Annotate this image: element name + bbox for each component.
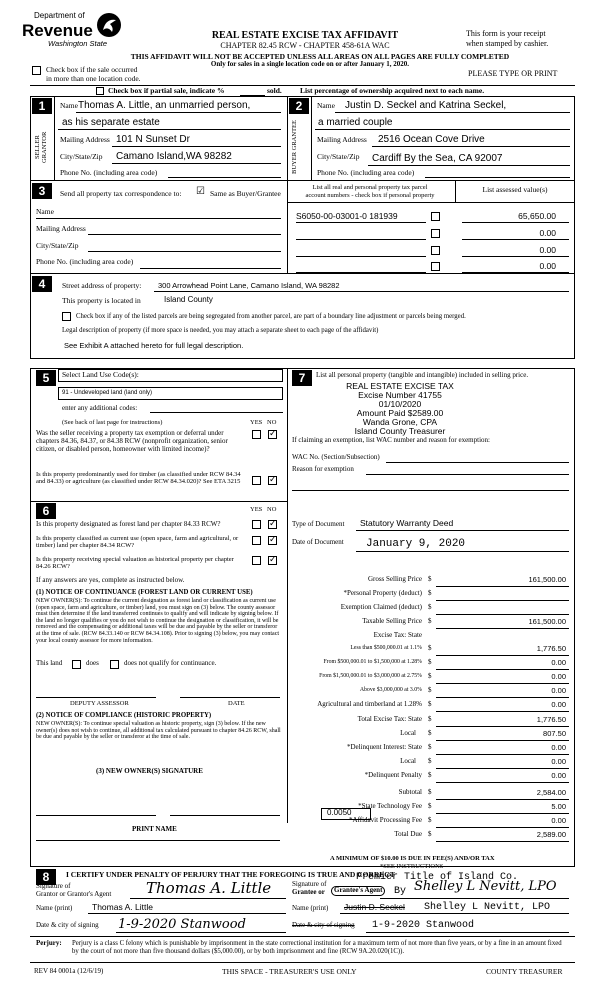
assessed-header: List assessed value(s)	[482, 185, 548, 194]
buyer-city-label: City/State/Zip	[317, 152, 360, 161]
stamp-line-1: REAL ESTATE EXCISE TAX	[346, 381, 454, 391]
multi-location-label-1: Check box if the sale occurred	[46, 65, 138, 74]
s6-q3-no[interactable]: ✓	[269, 555, 277, 565]
s3-name-label: Name	[36, 207, 54, 216]
date-doc-label: Date of Document	[292, 538, 344, 546]
s5-q2: Is this property predominantly used for timber (as classified under RCW 84.34 and 84.33) or agriculture (as classified under RCW 84.34.020)? See ETA 3215	[36, 471, 241, 486]
s3-city-label: City/State/Zip	[36, 241, 79, 250]
segregate-checkbox[interactable]	[62, 312, 71, 321]
buyer-phone-label: Phone No. (including area code)	[317, 168, 415, 177]
dollar-sign: $	[428, 830, 432, 838]
buyer-addr[interactable]: 2516 Ocean Cove Drive	[378, 134, 485, 145]
stamp-line-5: Wanda Grone, CPA	[362, 416, 438, 427]
s5-q2-no[interactable]: ✓	[269, 475, 277, 485]
tax-value[interactable]: 161,500.00	[528, 575, 566, 584]
grantee-date-city[interactable]: 1-9-2020 Stanwood	[372, 920, 475, 931]
type-doc-label: Type of Document	[292, 520, 345, 528]
treasurer-space: THIS SPACE - TREASURER'S USE ONLY	[222, 967, 357, 976]
tax-value[interactable]: 807.50	[543, 729, 566, 738]
stamp-line-6: Island County Treasurer	[354, 425, 446, 436]
min-note: A MINIMUM OF $10.00 IS DUE IN FEE(S) AND/OR TAX	[330, 855, 495, 862]
street-address[interactable]: 300 Arrowhead Point Lane, Camano Island, WA 98282	[158, 281, 340, 290]
sig-grantor[interactable]: Thomas A. Little	[146, 879, 272, 897]
exemption-label: If claiming an exemption, list WAC number and reason for exemption:	[292, 436, 490, 444]
seller-city-label: City/State/Zip	[60, 152, 103, 161]
tax-label: *Delinquent Penalty	[364, 771, 422, 779]
grantee-date-label: Date & city of signing	[292, 921, 355, 929]
state-line: Washington State	[48, 39, 108, 48]
grantee-agent-circled: Grantee's Agent	[331, 886, 385, 896]
print-name-label: PRINT NAME	[132, 825, 177, 833]
s5-q1-no[interactable]: ✓	[269, 429, 277, 439]
notice2-title: (2) NOTICE OF COMPLIANCE (HISTORIC PROPERTY)	[36, 712, 212, 719]
dollar-sign: $	[428, 771, 432, 779]
buyer-addr-label: Mailing Address	[317, 135, 367, 144]
form-title: REAL ESTATE EXCISE TAX AFFIDAVIT	[211, 30, 399, 41]
dollar-sign: $	[428, 757, 432, 765]
dollar-sign: $	[428, 802, 432, 810]
grantee-name-print-label: Name (print)	[292, 904, 329, 912]
reason-label: Reason for exemption	[292, 465, 354, 473]
dept-line: Department of	[34, 11, 85, 20]
buyer-name-2[interactable]: a married couple	[318, 117, 393, 128]
s6-q3-yes[interactable]	[252, 556, 261, 565]
parcel-header-2: account numbers - check box if personal property	[305, 192, 435, 199]
tax-label: Subtotal	[398, 788, 422, 796]
receipt-note-2: when stamped by cashier.	[466, 39, 549, 48]
same-as-buyer-label: Same as Buyer/Grantee	[210, 189, 281, 198]
dollar-sign: $	[428, 743, 432, 751]
parcel-header-1: List all real and personal property tax parcel	[312, 184, 428, 191]
certify-line: I CERTIFY UNDER PENALTY OF PERJURY THAT THE FOREGOING IS TRUE AND CORRECT	[66, 870, 395, 879]
s3-addr-label: Mailing Address	[36, 224, 86, 233]
personal-property-checkbox[interactable]	[431, 246, 440, 255]
sig-grantor-label-1: Signature of	[36, 882, 71, 890]
dollar-sign: $	[428, 700, 432, 708]
seller-grantor-label: SELLER GRANTOR	[34, 131, 48, 164]
this-land-label: This land	[36, 659, 63, 667]
tax-value[interactable]: 2,589.00	[536, 830, 566, 839]
seller-addr-label: Mailing Address	[60, 135, 110, 144]
notice2-body: NEW OWNER(S): To continue special valuation as historic property, sign (3) below. If the new owner(s) does not wish to continue, all additional tax calculated pursuant to chapter 84.26 RCW, shall be due and payable by the seller or transferor at the time of sale.	[36, 721, 281, 741]
dollar-sign: $	[428, 686, 432, 694]
tax-label: Excise Tax: State	[373, 631, 422, 639]
sig-grantee[interactable]: Shelley L Nevitt, LPO	[414, 879, 557, 894]
see-back-label: (See back of last page for instructions)	[62, 419, 163, 426]
county-treasurer: COUNTY TREASURER	[486, 967, 563, 976]
see-instructions: *SEE INSTRUCTIONS	[380, 863, 444, 870]
dollar-sign: $	[428, 816, 432, 824]
only-for-line: Only for sales in a single location code on or after January 1, 2020.	[210, 60, 410, 68]
seller-name-1[interactable]: Thomas A. Little, an unmarried person,	[78, 100, 251, 111]
street-label: Street address of property:	[62, 281, 142, 290]
s6-q1-yes[interactable]	[252, 520, 261, 529]
section-8-number: 8	[36, 869, 56, 885]
buyer-grantee-label: BUYER GRANTEE	[291, 120, 298, 175]
grantor-date-city[interactable]: 1-9-2020 Stanwood	[118, 917, 246, 932]
tax-value[interactable]: 0.00	[551, 686, 566, 695]
does-checkbox[interactable]	[72, 660, 81, 669]
s5-q2-yes[interactable]	[252, 476, 261, 485]
land-use-value[interactable]: 91 - Undeveloped land (land only)	[62, 390, 153, 396]
tax-label: From $500,000.01 to $1,500,000 at 1.28%	[323, 659, 422, 665]
stamp-line-4: Amount Paid $2589.00	[356, 407, 444, 418]
tax-label: Total Due	[394, 830, 422, 838]
warning-line: THIS AFFIDAVIT WILL NOT BE ACCEPTED UNLESS ALL AREAS ON ALL PAGES ARE FULLY COMPLETED	[130, 52, 510, 61]
s6-q3: Is this property receiving special valuation as historical property per chapter 84.26 RCW?	[36, 556, 234, 571]
s6-q1-no[interactable]: ✓	[269, 519, 277, 529]
dollar-sign: $	[428, 617, 432, 625]
agent-company[interactable]: Premier Title of Island Co.	[356, 872, 519, 883]
seller-phone-label: Phone No. (including area code)	[60, 168, 158, 177]
perjury-label: Perjury:	[36, 939, 62, 947]
tax-value[interactable]: 0.00	[551, 658, 566, 667]
tax-value[interactable]: 161,500.00	[528, 617, 566, 626]
section-3-number: 3	[32, 183, 52, 199]
section-5-number: 5	[36, 370, 56, 386]
wac-label: WAC No. (Section/Subsection)	[292, 453, 380, 461]
s6-q2-no[interactable]: ✓	[269, 535, 277, 545]
s6-no-header: NO	[267, 506, 277, 513]
personal-property-checkbox[interactable]	[431, 262, 440, 271]
by-label: By	[394, 886, 407, 897]
dollar-sign: $	[428, 603, 432, 611]
seller-name-2[interactable]: as his separate estate	[62, 117, 160, 128]
partial-sale-label: Check box if partial sale, indicate %	[108, 86, 225, 95]
multi-location-label-2: in more than one location code.	[46, 74, 141, 83]
tax-value[interactable]: 0.00	[551, 771, 566, 780]
tax-value[interactable]: 0.00	[551, 743, 566, 752]
tax-label: *Personal Property (deduct)	[343, 589, 422, 597]
s5-q1: Was the seller receiving a property tax exemption or deferral under chapters 84.36, 84.37, or 84.38 RCW (nonprofit organization, senior citizen, or disabled person, homeowner with limited income)?	[36, 429, 228, 453]
dollar-sign: $	[428, 672, 432, 680]
sig-grantee-label-1: Signature of	[292, 880, 327, 888]
section-4-number: 4	[32, 276, 52, 292]
grantee-name-print[interactable]: Shelley L Nevitt, LPO	[424, 902, 551, 913]
stamp-line-3: 01/10/2020	[378, 398, 422, 409]
tax-label: Exemption Claimed (deduct)	[340, 603, 422, 611]
tax-label: Taxable Selling Price	[362, 617, 422, 625]
parcel-number[interactable]: S6050-00-03001-0 181939	[296, 211, 398, 221]
seller-addr[interactable]: 101 N Sunset Dr	[116, 134, 190, 145]
s5-q1-yes[interactable]	[252, 430, 261, 439]
tax-label: Local	[400, 757, 416, 765]
tax-label: Local	[400, 729, 416, 737]
dollar-sign: $	[428, 788, 432, 796]
multi-location-checkbox[interactable]	[32, 66, 41, 75]
tax-value[interactable]: 0.00	[551, 672, 566, 681]
list-pct-label: List percentage of ownership acquired next to each name.	[300, 86, 485, 95]
type-doc-value[interactable]: Statutory Warranty Deed	[360, 518, 454, 528]
county[interactable]: Island County	[164, 295, 213, 304]
dollar-sign: $	[428, 658, 432, 666]
sig-grantor-label-2: Grantor or Grantor's Agent	[36, 890, 112, 898]
tax-value[interactable]: 5.00	[551, 802, 566, 811]
same-as-buyer-checkbox[interactable]: ☑	[196, 186, 205, 197]
assessed-value[interactable]: 0.00	[539, 261, 556, 271]
s6-yes-header: YES	[250, 506, 263, 513]
s5-yes-header: YES	[250, 419, 263, 426]
does-not-label: does not qualify for continuance.	[124, 659, 217, 667]
tax-value[interactable]: 0.00	[551, 816, 566, 825]
personal-property-checkbox[interactable]	[431, 212, 440, 221]
date-doc-value[interactable]: January 9, 2020	[366, 538, 466, 550]
revenue-wordmark: Revenue	[22, 21, 93, 40]
tax-value[interactable]: 2,584.00	[536, 788, 566, 797]
chapter-line: CHAPTER 82.45 RCW - CHAPTER 458-61A WAC	[220, 41, 390, 50]
tax-value[interactable]: 0.00	[551, 700, 566, 709]
tax-label: Total Excise Tax: State	[357, 715, 422, 723]
notice1-title: (1) NOTICE OF CONTINUANCE (FOREST LAND OR CURRENT USE)	[36, 589, 253, 596]
tax-label: Less than $500,000.01 at 1.1%	[350, 645, 422, 651]
dollar-sign: $	[428, 589, 432, 597]
new-owner-sig-label: (3) NEW OWNER(S) SIGNATURE	[96, 767, 203, 775]
sig-grantee-label-2: Grantee or	[292, 888, 325, 896]
buyer-city[interactable]: Cardiff By the Sea, CA 92007	[372, 153, 503, 164]
does-label: does	[86, 659, 99, 667]
grantor-name-print[interactable]: Thomas A. Little	[92, 902, 153, 912]
tax-value[interactable]: 0.00	[551, 757, 566, 766]
please-type: PLEASE TYPE OR PRINT	[468, 69, 558, 78]
section-6-number: 6	[36, 503, 56, 519]
perjury-text: Perjury is a class C felony which is punishable by imprisonment in the state correctional institution for a maximum term of not more than five years, or by a fine in an amount fixed by the court of not more than five thousand dollars ($5,000.00), or by both imprisonment and fine (RCW 9A.20.020(1C)).	[72, 940, 562, 955]
s5-no-header: NO	[267, 419, 277, 426]
grantor-name-print-label: Name (print)	[36, 904, 73, 912]
tax-value[interactable]: 1,776.50	[536, 715, 566, 724]
section-2-number: 2	[289, 98, 309, 114]
segregate-label: Check box if any of the listed parcels are being segregated from another parcel, are part of a boundary line adjustment or parcels being merged.	[76, 313, 466, 320]
form-number: REV 84 0001a (12/6/19)	[34, 967, 104, 975]
buyer-name-label: Name	[317, 101, 335, 110]
personal-property-checkbox[interactable]	[431, 229, 440, 238]
section-1-number: 1	[32, 98, 52, 114]
assessed-value[interactable]: 65,650.00	[518, 211, 556, 221]
located-label: This property is located in	[62, 296, 141, 305]
tax-label: Above $3,000,000 at 3.0%	[359, 687, 422, 693]
stamp-line-2: Excise Number 41755	[358, 389, 442, 400]
tax-label: *Delinquent Interest: State	[346, 743, 422, 751]
grantee-name-struck: Justin D. Seckel	[344, 902, 405, 912]
s6-q2-yes[interactable]	[252, 536, 261, 545]
additional-codes-label: enter any additional codes:	[62, 404, 138, 412]
tax-label: *Affidavit Processing Fee	[349, 816, 422, 824]
assessed-value[interactable]: 0.00	[539, 245, 556, 255]
personal-prop-label: List all personal property (tangible and intangible) included in selling price.	[316, 371, 529, 379]
dollar-sign: $	[428, 575, 432, 583]
seller-name-label: Name	[60, 101, 78, 110]
sold-label: sold.	[267, 86, 282, 95]
treasurer-stamp	[310, 382, 490, 436]
deputy-assessor-label: DEPUTY ASSESSOR	[70, 700, 129, 707]
tax-label: From $1,500,000.01 to $3,000,000 at 2.75%	[319, 673, 422, 679]
s3-phone-label: Phone No. (including area code)	[36, 257, 134, 266]
legal-label: Legal description of property (if more space is needed, you may attach a separate sheet to each page of the affidavit)	[62, 327, 379, 334]
s6-q1: Is this property designated as forest land per chapter 84.33 RCW?	[36, 520, 221, 528]
dollar-sign: $	[428, 729, 432, 737]
receipt-note-1: This form is your receipt	[466, 29, 546, 38]
assessed-value[interactable]: 0.00	[539, 228, 556, 238]
revenue-logo	[22, 10, 132, 50]
section-7-number: 7	[292, 370, 312, 386]
does-not-checkbox[interactable]	[110, 660, 119, 669]
dollar-sign: $	[428, 715, 432, 723]
land-use-label: Select Land Use Code(s):	[62, 370, 139, 379]
tax-value[interactable]: 1,776.50	[536, 644, 566, 653]
notice1-body: NEW OWNER(S): To continue the current designation as forest land or classification as current use (open space, farm and agriculture, or timber) land, you must sign on (3) below. The county assessor must then determine if the land transferred continues to qualify and will indicate by signing below. If the land no longer qualifies or you do not wish to continue the designation or classification, it will be removed and the compensating or additional taxes will be due and payable by the seller or transferor at the time of sale. (RCW 84.33.140 or RCW 84.34.108). Prior to signing (3) below, you may contact your local county assessor for more information.	[36, 598, 280, 644]
tax-label: *State Technology Fee	[358, 802, 422, 810]
tax-label: Agricultural and timberland at 1.28%	[317, 700, 422, 708]
send-to-label: Send all property tax correspondence to:	[60, 189, 182, 198]
revenue-logo-icon	[96, 12, 122, 38]
grantor-date-label: Date & city of signing	[36, 921, 99, 929]
legal-description[interactable]: See Exhibit A attached hereto for full legal description.	[64, 341, 244, 350]
seller-city[interactable]: Camano Island,WA 98282	[116, 151, 232, 162]
buyer-name-1[interactable]: Justin D. Seckel and Katrina Seckel,	[345, 100, 507, 111]
local-rate[interactable]: 0.0050	[327, 808, 352, 817]
dollar-sign: $	[428, 644, 432, 652]
partial-sale-checkbox[interactable]	[96, 87, 104, 95]
s6-q2: Is this property classified as current use (open space, farm and agricultural, or timber) land per chapter 84.34 RCW?	[36, 535, 239, 550]
if-yes-label: If any answers are yes, complete as instructed below.	[36, 576, 185, 584]
tax-label: Gross Selling Price	[367, 575, 422, 583]
date-label: DATE	[228, 700, 245, 707]
